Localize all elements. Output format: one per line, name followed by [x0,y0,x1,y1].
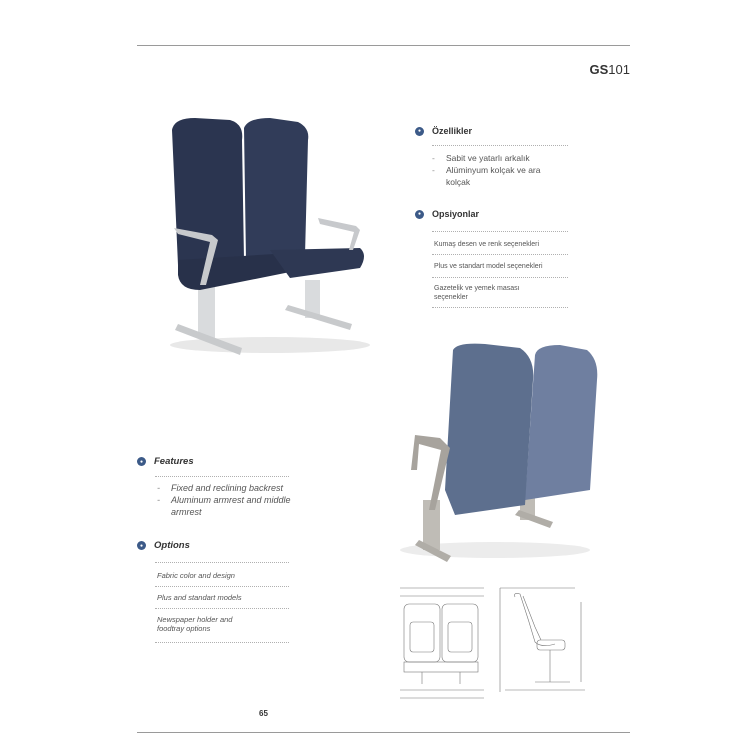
list-item: Plus and standart models [157,593,242,602]
circle-bullet-icon: ● [415,127,424,136]
list-item: Gazetelik ve yemek masası seçenekler [434,285,520,301]
divider [155,608,289,609]
turkish-options-heading: ● Opsiyonlar [415,209,479,219]
english-features-list [157,482,302,518]
seat-photo-navy [160,110,375,360]
divider [432,307,568,308]
seat-photo-grey [385,340,605,565]
list-item: - Sabit ve yatarlı arkalık [432,152,562,164]
divider [432,231,568,232]
turkish-features-list [432,152,562,188]
top-rule [137,45,630,46]
list-item: Newspaper holder and foodtray options [157,615,233,633]
list-item: Fabric color and design [157,571,235,580]
circle-bullet-icon: ● [415,210,424,219]
english-features-heading: ● Features [137,456,194,467]
divider [155,586,289,587]
bottom-rule [137,732,630,733]
list-item: Kumaş desen ve renk seçenekleri [434,241,540,248]
list-item: - Aluminum armrest and middle armrest [157,494,302,518]
turkish-features-heading: ● Özellikler [415,126,472,136]
divider [432,277,568,278]
divider [432,254,568,255]
circle-bullet-icon: ● [137,541,146,550]
english-options-heading: ● Options [137,540,190,551]
model-code: GS101 [589,62,630,77]
divider [155,562,289,563]
divider [155,642,289,643]
technical-drawing-front [392,582,492,702]
list-item: - Fixed and reclining backrest [157,482,302,494]
divider [155,476,289,477]
divider [432,145,568,146]
list-item: - Alüminyum kolçak ve ara kolçak [432,164,562,188]
list-item: Plus ve standart model seçenekleri [434,263,543,270]
circle-bullet-icon: ● [137,457,146,466]
technical-drawing-side [495,582,595,702]
page-number: 65 [259,709,268,718]
